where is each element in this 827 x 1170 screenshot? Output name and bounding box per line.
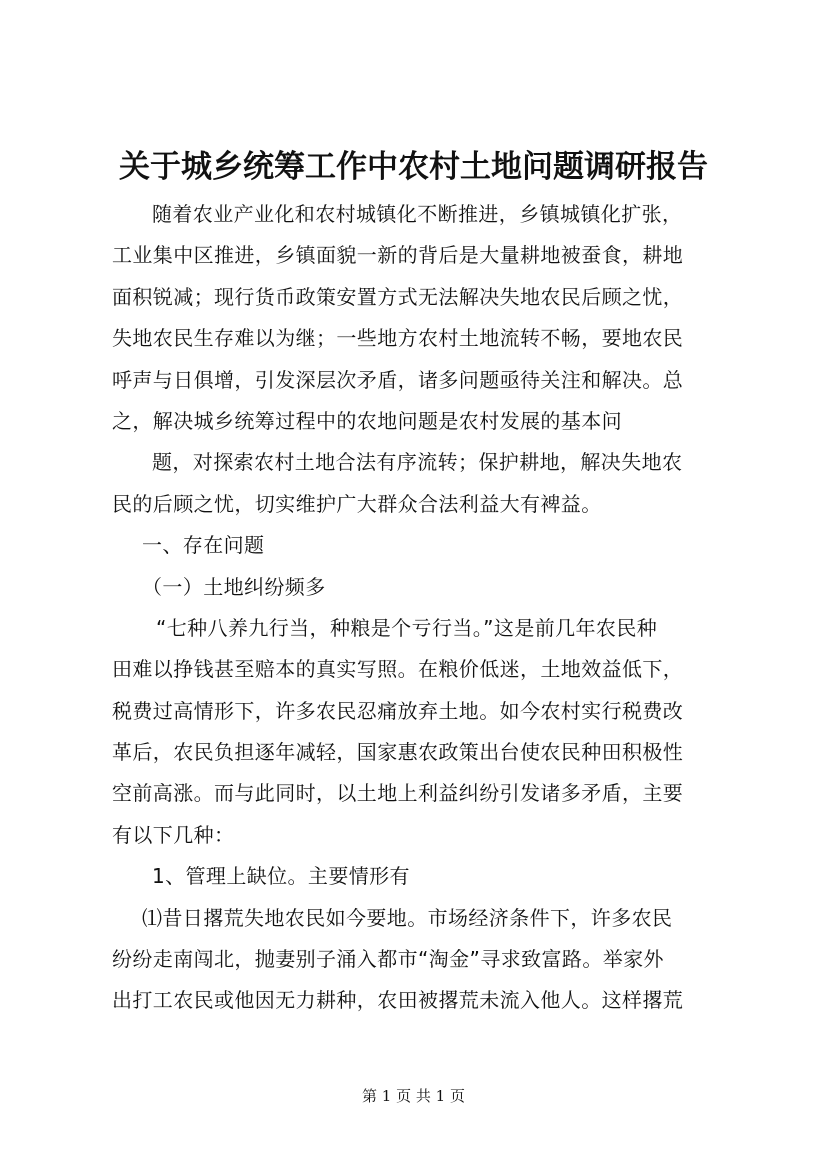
paragraph-line: 出打工农民或他因无力耕种，农田被撂荒未流入他人。这样撂荒 [112,988,684,1013]
paragraph-line: 面积锐减；现行货币政策安置方式无法解决失地农民后顾之忧， [112,284,684,309]
paragraph-line: 空前高涨。而与此同时，以土地上利益纠纷引发诸多矛盾，主要 [112,781,684,806]
subsection-heading: （一）土地纠纷频多 [142,574,326,599]
paragraph-line: 税费过高情形下，许多农民忍痛放弃土地。如今农村实行税费改 [112,698,684,723]
paragraph-line: 失地农民生存难以为继；一些地方农村土地流转不畅，要地农民 [112,326,684,351]
section-heading: 一、存在问题 [142,533,265,558]
document-body [112,194,732,1022]
paragraph-line: 有以下几种： [112,822,235,847]
item-heading: 1、管理上缺位。主要情形有 [152,864,410,889]
page-footer: 第 1 页 共 1 页 [362,1087,465,1105]
paragraph-line: 纷纷走南闯北，抛妻别子涌入都市“淘金”寻求致富路。举家外 [112,947,664,972]
paragraph-line: 题，对探索农村土地合法有序流转；保护耕地，解决失地农 [152,450,683,475]
paragraph-line: 呼声与日俱增，引发深层次矛盾，诸多问题亟待关注和解决。总 [112,367,684,392]
paragraph-line: 随着农业产业化和农村城镇化不断推进，乡镇城镇化扩张， [152,202,683,226]
paragraph-line: 田难以挣钱甚至赔本的真实写照。在粮价低迷，土地效益低下， [112,657,684,682]
paragraph-line: 之，解决城乡统筹过程中的农地问题是农村发展的基本问 [112,408,622,433]
document-title: 关于城乡统筹工作中农村土地问题调研报告 [119,149,708,185]
paragraph-line: 民的后顾之忧，切实维护广大群众合法利益大有裨益。 [112,491,602,516]
paragraph-line: “七种八养九行当，种粮是个亏行当。”这是前几年农民种 [156,615,658,640]
paragraph-line: ⑴昔日撂荒失地农民如今要地。市场经济条件下，许多农民 [142,905,673,930]
paragraph-line: 工业集中区推进，乡镇面貌一新的背后是大量耕地被蚕食，耕地 [112,243,684,268]
paragraph-line: 革后，农民负担逐年减轻，国家惠农政策出台使农民种田积极性 [112,740,684,765]
